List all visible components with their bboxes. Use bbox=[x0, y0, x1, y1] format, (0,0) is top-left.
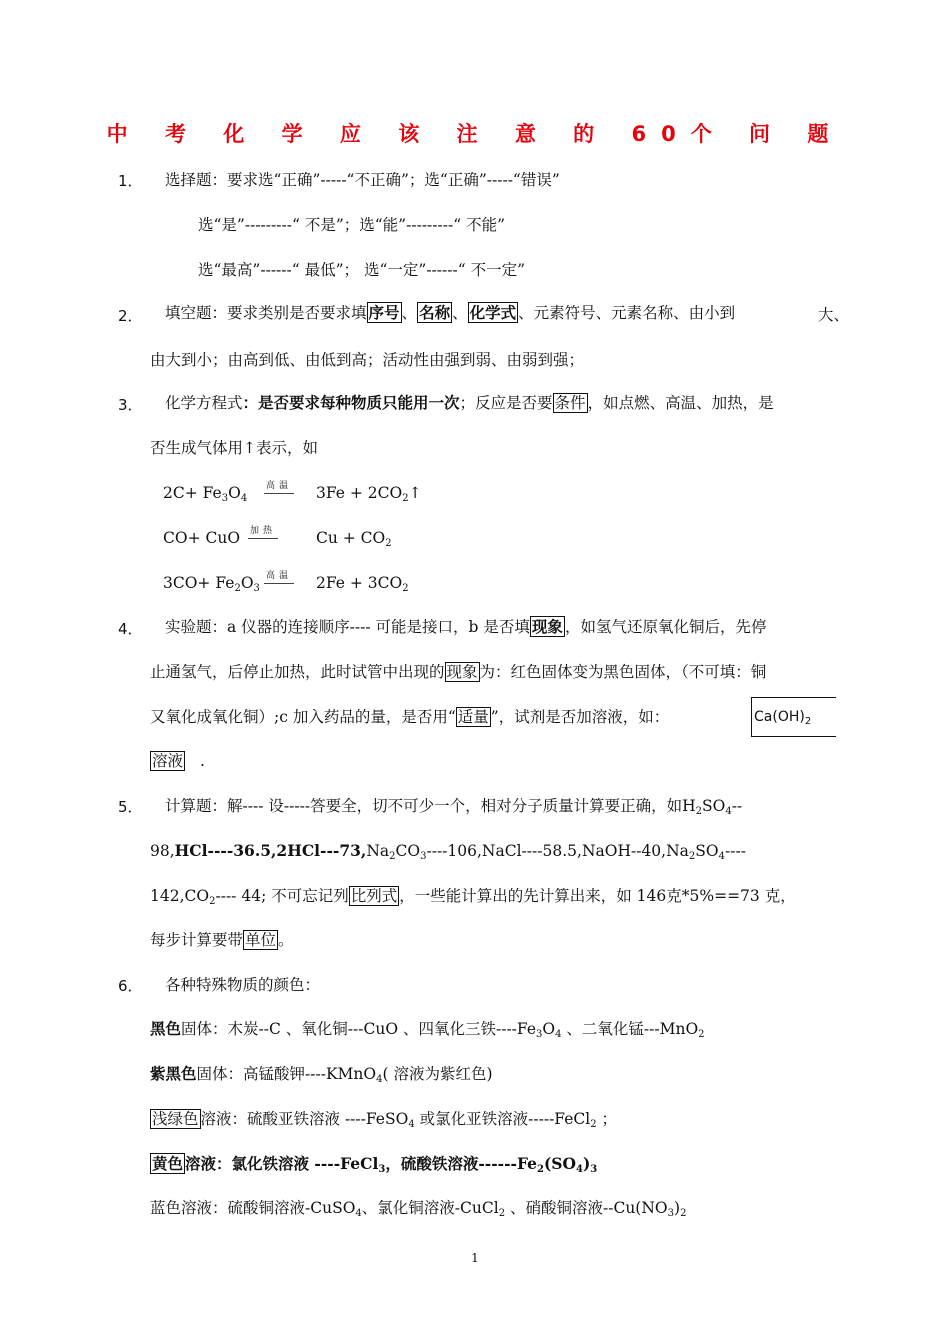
item-line: $98,HCl----36.5,2HCl---73,Na_2CO_3----106,NaCl----58.5,NaOH--40,Na_2SO_4----$ bbox=[150, 841, 746, 862]
item-number: 6． bbox=[118, 977, 143, 995]
item-label: 计算题 bbox=[165, 797, 212, 815]
item-line bbox=[165, 303, 735, 323]
color-line-black: 黑色固体：木炭--C 、氧化铜---CuO 、四氧化三铁$----Fe_3O_4$ 、二氧化锰---MnO$_2$ bbox=[150, 1019, 705, 1040]
boxed-term: 浅绿色 bbox=[152, 1110, 199, 1128]
color-line-purple: 紫黑色固体：高锰酸钾----KMnO$_4$( 溶液为紫红色) bbox=[150, 1064, 493, 1085]
boxed-term: 条件 bbox=[554, 394, 586, 412]
item-line: $142,CO_2----$ 44; 不可忘记列 比列式 ，一些能计算出的先计算出来，如 146克*5%==73 克， bbox=[150, 887, 796, 907]
item-line: 由大到小；由高到低、由低到高；活动性由强到弱、由弱到强； bbox=[150, 351, 585, 369]
item-line bbox=[150, 751, 185, 771]
item-line: 止通氢气，后停止加热，此时试管中出现的 现象 为：红色固体变为黑色固体，（不可填：铜 bbox=[150, 663, 767, 681]
reaction-condition: 加热 bbox=[248, 526, 278, 539]
equation-right: $2Fe + 3CO_2$ bbox=[316, 574, 409, 594]
color-line-blue: 蓝色溶液：硫酸铜溶液-CuSO$_4$、氯化铜溶液-CuCl$_2$ 、硝酸铜溶液$--Cu(NO_3)_2$ bbox=[150, 1199, 687, 1219]
reaction-condition: 高温 bbox=[264, 481, 294, 494]
item-text: 、元素符号、元素名称、由小到 bbox=[518, 304, 736, 322]
item-number: 2． bbox=[118, 307, 143, 325]
equation-left: CO+ CuO bbox=[163, 529, 241, 547]
item-number: 3． bbox=[118, 396, 143, 414]
boxed-term: 化学式 bbox=[469, 303, 517, 322]
item-text: ：是否要求每种物质只能用一次 bbox=[242, 393, 460, 412]
item-text: ，如氢气还原氧化铜后，先停 bbox=[564, 618, 767, 636]
item-label: 填空题 bbox=[165, 304, 212, 322]
item-text: ：要求选“正确”-----“不正确”；选“正确”-----“错误” bbox=[211, 171, 560, 189]
item-line: 选“最高”------“ 最低”； 选“一定”------“ 不一定” bbox=[198, 261, 526, 279]
item-line: 否生成气体用↑表示，如 bbox=[150, 439, 318, 457]
item-text: . bbox=[200, 752, 205, 770]
boxed-term: 适量 bbox=[457, 708, 489, 726]
equation-right: $3Fe + 2CO_2↑$ bbox=[316, 484, 422, 504]
equation-left: $2C+ Fe_3O_4$ bbox=[163, 484, 248, 504]
separator: 、 bbox=[452, 304, 468, 322]
separator: 、 bbox=[401, 304, 418, 322]
boxed-term: 单位 bbox=[245, 931, 277, 949]
boxed-term: 溶液 bbox=[152, 752, 184, 770]
boxed-term: 序号 bbox=[368, 303, 400, 322]
page-number: 1 bbox=[471, 1251, 479, 1265]
item-text: ：要求类别是否要求填 bbox=[211, 304, 367, 322]
reagent-formula: $Ca(OH)_2$ bbox=[754, 709, 812, 727]
item-text: ，如点燃、高温、加热，是 bbox=[587, 394, 774, 412]
item-number: 1． bbox=[118, 172, 143, 190]
item-text: 大、 bbox=[818, 306, 850, 324]
item-line bbox=[165, 170, 560, 190]
item-text: ：a 仪器的连接顺序---- 可能是接口，b 是否填 bbox=[211, 618, 530, 636]
boxed-term: 比列式 bbox=[350, 887, 398, 905]
item-label: 实验题 bbox=[165, 618, 212, 636]
item-line bbox=[165, 617, 766, 637]
item-line: 选“是”---------“ 不是”；选“能”---------“ 不能” bbox=[198, 216, 506, 234]
equation-left: $3CO+ Fe_2O_3$ bbox=[163, 574, 260, 594]
page-title: 中 考 化 学 应 该 注 意 的 60个 问 题 bbox=[106, 122, 844, 146]
item-label: 选择题 bbox=[165, 171, 212, 189]
item-label: 各种特殊物质的颜色： bbox=[165, 976, 321, 994]
equation-right: $Cu + CO_2$ bbox=[316, 529, 392, 549]
item-number: 4． bbox=[118, 620, 143, 638]
item-line bbox=[165, 393, 774, 413]
item-line: 每步计算要带 单位 。 bbox=[150, 931, 294, 949]
reaction-condition: 高温 bbox=[264, 571, 294, 584]
color-line-yellow: 黄色 溶液：氯化铁溶液 ----FeCl$_3$，硫酸铁溶液$------Fe_2(SO_4)_3$ bbox=[152, 1154, 598, 1175]
color-line-green: 浅绿色 溶液：硫酸亚铁溶液 ----FeSO$_4$ 或氯化亚铁溶液-----FeCl$_2$ ； bbox=[152, 1110, 618, 1130]
item-text: ；反应是否要 bbox=[459, 394, 553, 412]
boxed-term: 名称 bbox=[419, 303, 451, 322]
boxed-term: 黄色 bbox=[152, 1154, 184, 1173]
item-label: 化学方程式 bbox=[165, 394, 243, 412]
boxed-term: 现象 bbox=[531, 617, 563, 636]
item-line: 计算题：解---- 设-----答要全，切不可少一个，相对分子质量计算要正确，如$H_2SO_4--$ bbox=[165, 797, 743, 817]
item-line: 又氧化成氧化铜）;c 加入药品的量，是否用“ 适量 ”，试剂是否加溶液，如： bbox=[150, 708, 670, 726]
boxed-term: 现象 bbox=[446, 663, 478, 681]
item-number: 5． bbox=[118, 798, 143, 816]
